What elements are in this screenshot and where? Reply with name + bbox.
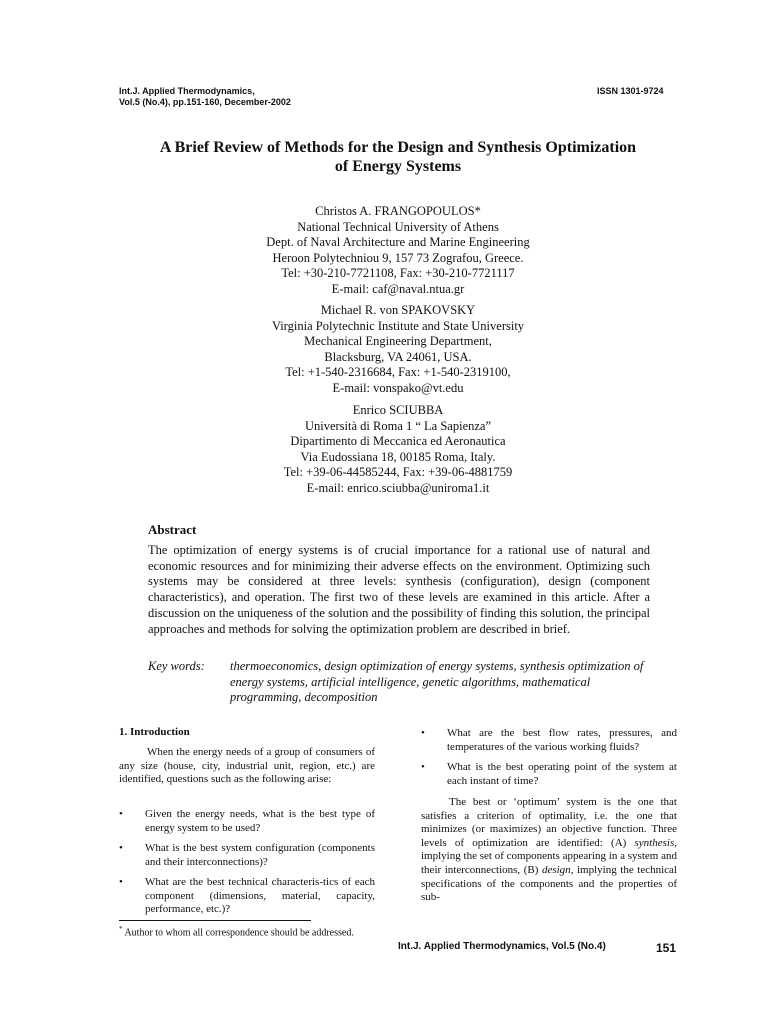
list-item-text: Given the energy needs, what is the best type of energy system to be used? (145, 808, 375, 834)
paragraph-text-start: The best or ‘optimum’ system is the one that satisfies a criterion of optimality, i.e. the one that minimizes (or maximizes) an objective function. Three levels of optimization are identified: (A) (421, 796, 677, 849)
list-item (119, 842, 375, 869)
keywords-text: thermoeconomics, design optimization of energy systems, synthesis optimization of energy systems, artificial intelligence, genetic algorithms, mathematical programming, decomposition (230, 659, 644, 705)
keywords-label: Key words: (148, 659, 205, 673)
abstract-text: The optimization of energy systems is of crucial importance for a rational use of natural and economic resources and for minimizing their adverse effects on the environment. Optimizing such systems may be considered at three levels: synthesis (configuration), design (component characteristics), and operation. The first two of these levels are examined in this article. After a discussion on the uniqueness of the solution and the possibility of finding this solution, the principal approaches and methods for solving the optimization problem are described in brief. (148, 543, 650, 636)
author-block-3 (150, 403, 646, 496)
list-item-text: What are the best flow rates, pressures, and temperatures of the various working fluids? (447, 727, 677, 753)
intro-paragraph-1: When the energy needs of a group of consumers of any size (house, city, industrial unit, region, etc.) are identified, questions such as the following arise: (119, 746, 375, 786)
footnote-divider (119, 920, 311, 921)
author-block-1 (150, 204, 646, 297)
bullet-icon: • (421, 727, 425, 739)
author-email: E-mail: enrico.sciubba@uniroma1.it (306, 480, 490, 495)
author-address: Heroon Polytechniou 9, 157 73 Zografou, Greece. (272, 250, 524, 265)
intro-paragraph-2 (421, 796, 677, 905)
section-heading-introduction: 1. Introduction (119, 726, 190, 738)
footer-journal: Int.J. Applied Thermodynamics, Vol.5 (No.4) (398, 941, 606, 952)
journal-line-2: Vol.5 (No.4), pp.151-160, December-2002 (119, 97, 291, 107)
paragraph-text-end: , implying the technical specifications of the components and the properties of sub- (421, 863, 677, 904)
list-item (119, 808, 375, 835)
paragraph-text-mid: , implying the set of components appearing in a system and their interconnections, (B) (421, 836, 677, 876)
bullet-icon: • (119, 808, 123, 820)
list-item (421, 727, 677, 754)
author-name: Christos A. FRANGOPOULOS* (315, 204, 481, 218)
list-item-text: What are the best technical characteris-tics of each component (dimensions, material, capacity, performance, etc.)? (145, 876, 375, 916)
author-name: Michael R. von SPAKOVSKY (320, 303, 476, 317)
bullet-icon: • (119, 876, 123, 888)
abstract-heading: Abstract (148, 522, 197, 537)
author-affiliation: Università di Roma 1 “ La Sapienza” (304, 418, 492, 433)
title-line-2: of Energy Systems (334, 158, 462, 175)
author-email: E-mail: vonspako@vt.edu (332, 380, 464, 395)
list-item-text: What is the best operating point of the system at each instant of time? (447, 761, 677, 787)
journal-header (119, 86, 291, 108)
author-department: Dipartimento di Meccanica ed Aeronautica (290, 434, 506, 448)
list-item-text: What is the best system configuration (components and their interconnections)? (145, 842, 375, 868)
issn: ISSN 1301-9724 (597, 86, 664, 96)
journal-line-1: Int.J. Applied Thermodynamics, (119, 86, 255, 96)
author-email: E-mail: caf@naval.ntua.gr (331, 281, 465, 296)
author-department: Mechanical Engineering Department, (304, 334, 492, 348)
footnote-mark: * (119, 925, 123, 933)
author-phone: Tel: +1-540-2316684, Fax: +1-540-2319100, (285, 365, 511, 379)
bullet-icon: • (421, 761, 425, 773)
author-block-2 (150, 303, 646, 396)
author-department: Dept. of Naval Architecture and Marine Engineering (266, 235, 530, 249)
author-address: Blacksburg, VA 24061, USA. (324, 349, 472, 364)
list-item (119, 876, 375, 917)
footnote-text: Author to whom all correspondence should be addressed. (122, 927, 354, 939)
author-name: Enrico SCIUBBA (352, 403, 444, 417)
author-address: Via Eudossiana 18, 00185 Roma, Italy. (300, 449, 496, 464)
term-design: design (541, 863, 571, 876)
author-affiliation: Virginia Polytechnic Institute and State University (271, 318, 525, 333)
term-synthesis: synthesis (634, 836, 675, 849)
title-line-1: A Brief Review of Methods for the Design and Synthesis Optimization (159, 139, 637, 156)
paper-title (100, 138, 696, 176)
author-phone: Tel: +30-210-7721108, Fax: +30-210-7721117 (281, 266, 515, 280)
list-item (421, 761, 677, 788)
author-phone: Tel: +39-06-44585244, Fax: +39-06-4881759 (283, 465, 513, 479)
author-affiliation: National Technical University of Athens (297, 219, 499, 234)
bullet-icon: • (119, 842, 123, 854)
page-number: 151 (656, 941, 677, 955)
footnote (119, 925, 354, 938)
